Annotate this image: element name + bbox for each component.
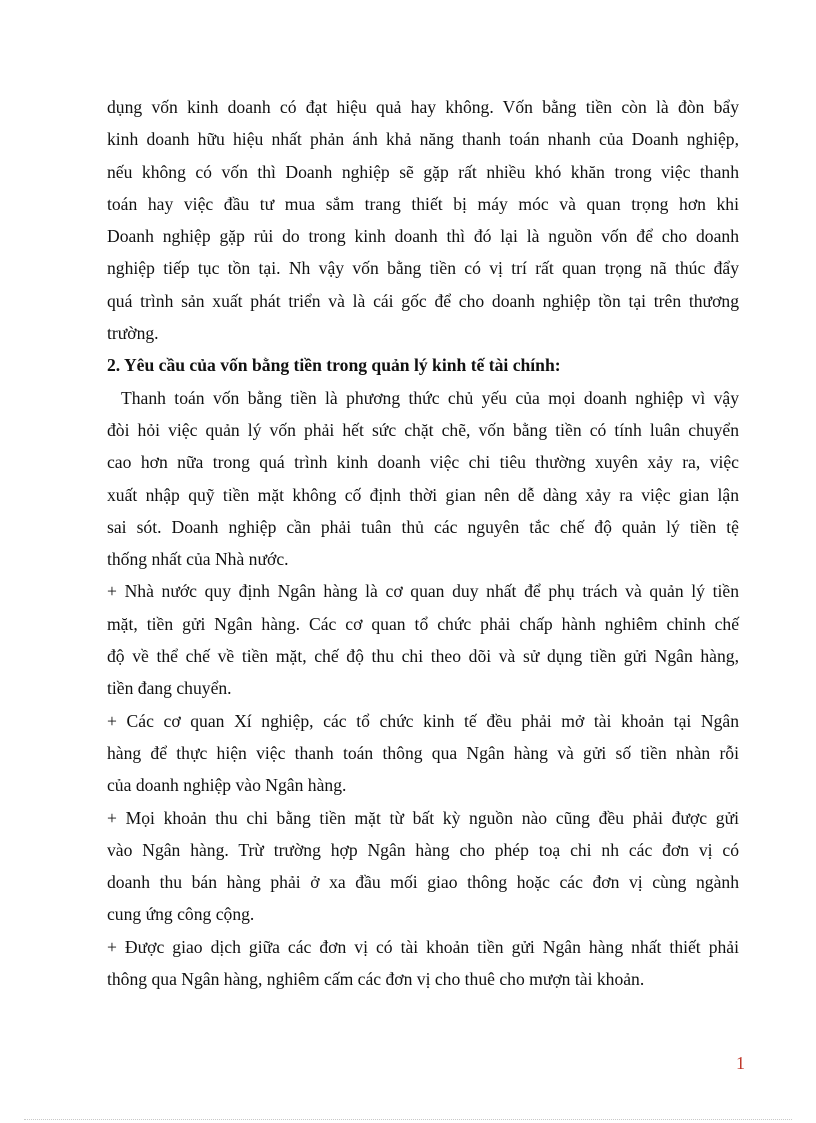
text-line: + Nhà nước quy định Ngân hàng là cơ quan duy nhất để phụ trách và quản lý tiền [107, 581, 739, 602]
text-line: quá trình sản xuất phát triển và là cái gốc để cho doanh nghiệp tồn tại trên thương [107, 290, 739, 311]
text-line: đòi hỏi việc quản lý vốn phải hết sức chặt chẽ, vốn bằng tiền có tính luân chuyển [107, 419, 739, 440]
text-line: vào Ngân hàng. Trừ trường hợp Ngân hàng cho phép toạ chi nh các đơn vị có [107, 839, 739, 860]
text-line: độ về thể chế về tiền mặt, chế độ thu chi theo dõi và sử dụng tiền gửi Ngân hàng, [107, 646, 739, 667]
text-line: nghiệp tiếp tục tồn tại. Nh vậy vốn bằng tiền có vị trí rất quan trọng nã thúc đẩy [107, 258, 739, 279]
text-line: xuất nhập quỹ tiền mặt không cố định thời gian nên dễ dàng xảy ra việc gian lận [107, 484, 739, 505]
text-line: của doanh nghiệp vào Ngân hàng. [107, 775, 347, 796]
document-body [107, 91, 739, 995]
text-line: doanh thu bán hàng phải ở xa đầu mối giao thông hoặc các đơn vị cùng ngành [107, 872, 739, 893]
bullet-item [107, 931, 739, 996]
text-line: hàng để thực hiện việc thanh toán thông qua Ngân hàng và gửi số tiền nhàn rỗi [107, 742, 739, 763]
text-line: cao hơn nữa trong quá trình kinh doanh việc chi tiêu thường xuyên xảy ra, việc [107, 452, 739, 473]
text-line: Thanh toán vốn bằng tiền là phương thức chủ yếu của mọi doanh nghiệp vì vậy [121, 387, 739, 408]
bullet-item [107, 575, 739, 704]
text-line: nếu không có vốn thì Doanh nghiệp sẽ gặp rất nhiều khó khăn trong việc thanh [107, 161, 739, 182]
text-line: + Các cơ quan Xí nghiệp, các tổ chức kinh tế đều phải mở tài khoản tại Ngân [107, 710, 739, 731]
text-line: cung ứng công cộng. [107, 904, 255, 925]
footer-divider [24, 1119, 792, 1120]
text-line: kinh doanh hữu hiệu nhất phản ánh khả năng thanh toán nhanh của Doanh nghiệp, [107, 129, 739, 150]
bullet-item [107, 802, 739, 931]
text-line: trường. [107, 323, 159, 344]
paragraph-intro [107, 91, 739, 349]
text-line: toán hay việc đầu tư mua sắm trang thiết bị máy móc và quan trọng hơn khi [107, 193, 739, 214]
text-line: mặt, tiền gửi Ngân hàng. Các cơ quan tổ chức phải chấp hành nghiêm chỉnh chế [107, 613, 739, 634]
page-number: 1 [736, 1053, 745, 1073]
text-line: sai sót. Doanh nghiệp cần phải tuân thủ các nguyên tắc chế độ quản lý tiền tệ [107, 516, 739, 537]
text-line: tiền đang chuyển. [107, 678, 232, 699]
text-line: Doanh nghiệp gặp rủi do trong kinh doanh thì đó lại là nguồn vốn để cho doanh [107, 226, 739, 247]
bullet-item [107, 705, 739, 802]
text-line: dụng vốn kinh doanh có đạt hiệu quả hay không. Vốn bằng tiền còn là đòn bẩy [107, 97, 739, 117]
text-line: thông qua Ngân hàng, nghiêm cấm các đơn vị cho thuê cho mượn tài khoản. [107, 969, 645, 990]
text-line: thống nhất của Nhà nước. [107, 549, 289, 570]
text-line: + Được giao dịch giữa các đơn vị có tài khoản tiền gửi Ngân hàng nhất thiết phải [107, 936, 739, 957]
section-heading: 2. Yêu cầu của vốn bằng tiền trong quản lý kinh tế tài chính: [107, 355, 561, 376]
text-line: + Mọi khoản thu chi bằng tiền mặt từ bất kỳ nguồn nào cũng đều phải được gửi [107, 807, 739, 828]
paragraph-requirements [107, 382, 739, 576]
